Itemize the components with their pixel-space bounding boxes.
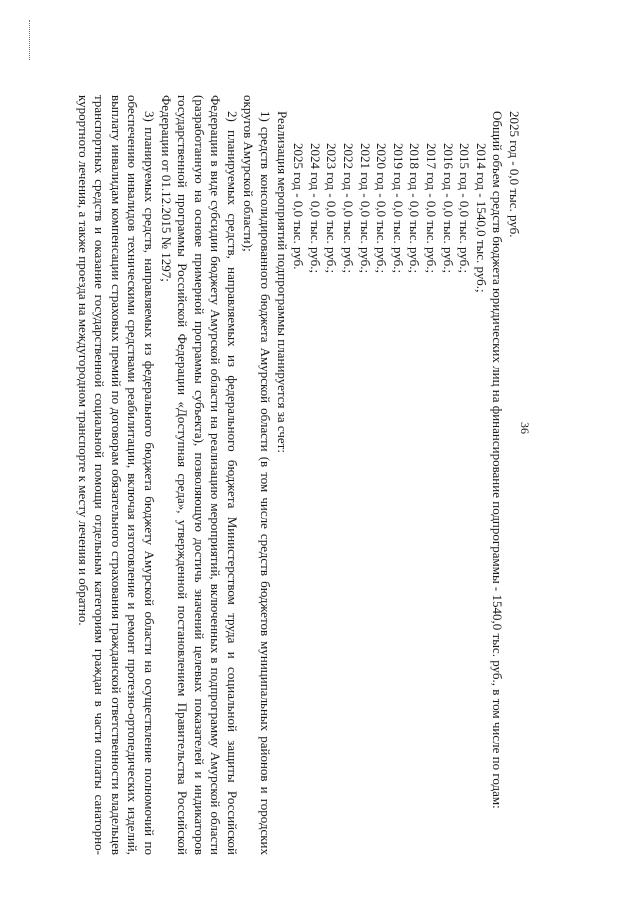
year-line: 2015 год - 0,0 тыс. руб.; (457, 143, 473, 274)
paragraph-2025: 2025 год - 0,0 тыс. руб. (507, 111, 522, 238)
page-number: 36 (518, 422, 532, 434)
year-line: 2020 год - 0,0 тыс. руб.; (374, 143, 390, 274)
scan-edge-mark (25, 20, 30, 60)
paragraph-item-2: 2) планируемых средств, направляемых из федерального бюджета Министерством труда и социальной защиты Российской Федерации в виде субсидии бюджету Амурской области на реализацию мероприятий, включенных в подпрограмму Амурской области (разработанную на основе примерной программы субъекта), позволяющую достичь значений целевых показателей и индикаторов государственной программы Российской Федерации «Доступная среда», утвержденной постановлением Правительства Российской Федерации от 01.12.2015 № 1297; (158, 95, 240, 855)
year-line: 2022 год - 0,0 тыс. руб.; (341, 143, 357, 274)
year-line: 2025 год - 0,0 тыс. руб. (291, 143, 307, 270)
year-line: 2024 год - 0,0 тыс. руб.; (307, 143, 323, 274)
year-line: 2019 год - 0,0 тыс. руб.; (390, 143, 406, 274)
year-line: 2016 год - 0,0 тыс. руб.; (440, 143, 456, 274)
year-line: 2018 год - 0,0 тыс. руб.; (407, 143, 423, 274)
paragraph-realization: Реализация мероприятий подпрограммы планируется за счет: (274, 111, 290, 453)
paragraph-item-3: 3) планируемых средств, направляемых из федерального бюджета бюджету Амурской области на осуществление полномочий по обеспечению инвалидов техническими средствами реабилитации, включая изготовление и ремонт протезно-ортопедических изделий, выплату инвалидам компенсации страховых премий по договорам обязательного страхования гражданской ответственности владельцев транспортных средств и оказание государственной социальной помощи отдельным категориям граждан в части оплаты санаторно-курортного лечения, а также проезда на междугородном транспорте к месту лечения и обратно. (75, 95, 157, 855)
year-line: 2017 год - 0,0 тыс. руб.; (424, 143, 440, 274)
paragraph-item-1: 1) средств консолидированного бюджета Амурской области (в том числе средств бюджетов муниципальных районов и городских округов Амурской области); (241, 95, 274, 855)
document-body (74, 95, 522, 855)
year-line: 2021 год - 0,0 тыс. руб.; (357, 143, 373, 274)
year-line: 2023 год - 0,0 тыс. руб.; (324, 143, 340, 274)
year-line: 2014 год - 1540,0 тыс. руб.; (473, 143, 489, 293)
paragraph-total-legal: Общий объем средств бюджета юридических лиц на финансирование подпрограммы - 1540,0 тыс. руб., в том числе по годам: (490, 111, 506, 809)
